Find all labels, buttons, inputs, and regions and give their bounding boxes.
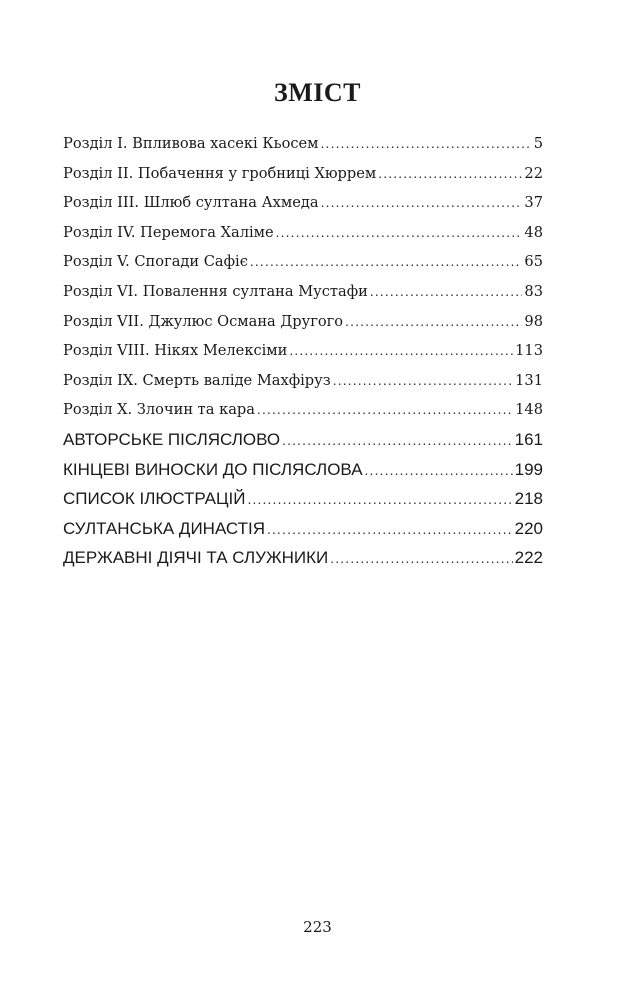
toc-entry-label: КІНЦЕВІ ВИНОСКИ ДО ПІСЛЯСЛОВА xyxy=(63,459,363,479)
dot-leader xyxy=(282,427,513,457)
toc-entry-chapter-2 xyxy=(63,159,543,189)
toc-entry-page: 148 xyxy=(515,401,543,419)
toc-entry-page: 5 xyxy=(533,135,543,152)
toc-list xyxy=(63,129,543,573)
toc-title: ЗМІСТ xyxy=(274,78,361,107)
dot-leader xyxy=(276,219,523,249)
dot-leader xyxy=(370,278,523,308)
toc-entry-label: Розділ IV. Перемога Халіме xyxy=(63,223,274,241)
toc-entry-illustrations xyxy=(63,484,543,514)
toc-entry-label: Розділ VIII. Нікях Мелексіми xyxy=(63,342,288,360)
toc-entry-page: 218 xyxy=(514,489,543,509)
toc-entry-afterword xyxy=(63,425,543,455)
dot-leader xyxy=(321,189,523,219)
toc-entry-statesmen xyxy=(63,543,543,573)
toc-entry-chapter-3 xyxy=(63,188,543,218)
toc-entry-chapter-7 xyxy=(63,307,543,337)
page-number: 223 xyxy=(303,918,332,936)
toc-entry-label: Розділ I. Впливова хасекі Кьосем xyxy=(63,135,319,152)
toc-entry-label: АВТОРСЬКЕ ПІСЛЯСЛОВО xyxy=(63,429,281,449)
toc-entry-label: Розділ X. Злочин та кара xyxy=(63,401,255,419)
dot-leader xyxy=(257,396,513,426)
toc-entry-chapter-6 xyxy=(63,277,543,307)
toc-entry-chapter-9 xyxy=(63,366,543,396)
toc-entry-label: Розділ III. Шлюб султана Ахмеда xyxy=(63,194,319,212)
toc-entry-page: 37 xyxy=(524,194,543,212)
toc-entry-page: 222 xyxy=(514,548,543,568)
toc-entry-label: Розділ II. Побачення у гробниці Хюррем xyxy=(63,164,377,182)
toc-entry-page: 48 xyxy=(524,223,543,241)
dot-leader xyxy=(330,545,512,575)
toc-entry-page: 22 xyxy=(524,164,543,182)
dot-leader xyxy=(267,516,513,546)
toc-entry-page: 98 xyxy=(524,312,543,330)
dot-leader xyxy=(378,160,522,190)
toc-entry-endnotes xyxy=(63,455,543,485)
toc-entry-chapter-5 xyxy=(63,247,543,277)
toc-entry-label: Розділ VII. Джулюс Османа Другого xyxy=(63,312,344,330)
toc-entry-label: СУЛТАНСЬКА ДИНАСТІЯ xyxy=(63,518,266,538)
toc-entry-label: ДЕРЖАВНІ ДІЯЧІ ТА СЛУЖНИКИ xyxy=(63,548,329,568)
dot-leader xyxy=(289,337,513,367)
toc-entry-chapter-4 xyxy=(63,218,543,248)
toc-entry-chapter-8 xyxy=(63,336,543,366)
dot-leader xyxy=(345,308,522,338)
toc-entry-label: Розділ V. Спогади Сафіє xyxy=(63,253,248,271)
toc-entry-label: СПИСОК ІЛЮСТРАЦІЙ xyxy=(63,489,246,509)
dot-leader xyxy=(333,367,513,397)
dot-leader xyxy=(250,248,523,278)
toc-entry-page: 199 xyxy=(514,459,543,479)
toc-entry-page: 220 xyxy=(514,518,543,538)
toc-entry-page: 65 xyxy=(524,253,543,271)
toc-entry-dynasty xyxy=(63,514,543,544)
dot-leader xyxy=(321,130,532,160)
dot-leader xyxy=(365,457,513,487)
toc-entry-page: 83 xyxy=(524,282,543,300)
toc-entry-page: 113 xyxy=(515,342,543,360)
dot-leader xyxy=(247,486,512,516)
toc-entry-label: Розділ IX. Смерть валіде Махфіруз xyxy=(63,371,331,389)
toc-entry-chapter-10 xyxy=(63,395,543,425)
toc-entry-label: Розділ VI. Повалення султана Мустафи xyxy=(63,282,368,300)
toc-entry-page: 161 xyxy=(514,429,543,449)
toc-entry-chapter-1 xyxy=(63,129,543,159)
toc-entry-page: 131 xyxy=(515,371,543,389)
